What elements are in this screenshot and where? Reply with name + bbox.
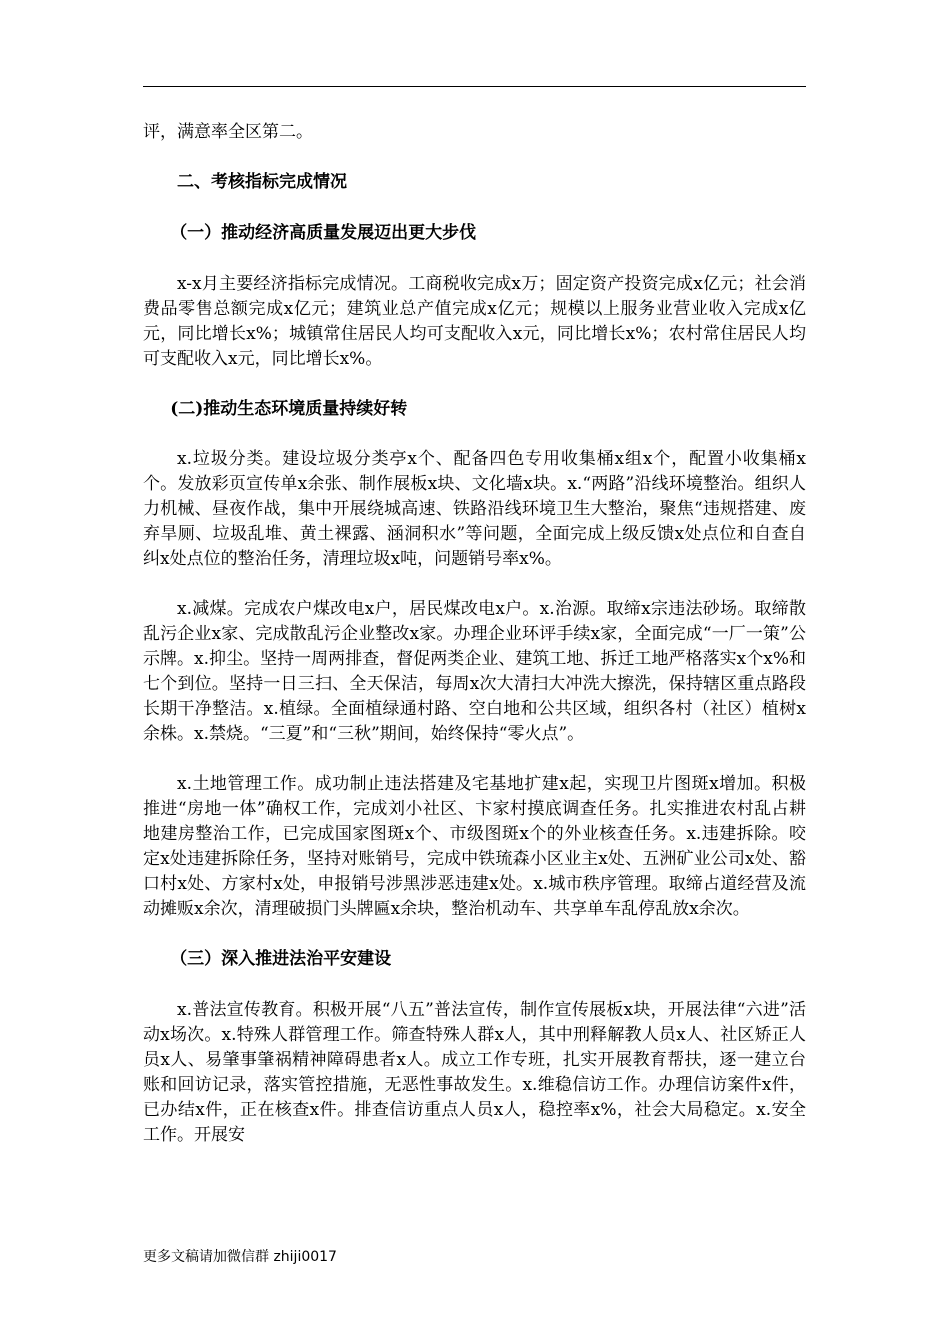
header-rule xyxy=(143,86,806,87)
paragraph-land: x.土地管理工作。成功制止违法搭建及宅基地扩建x起，实现卫片图斑x增加。积极推进“房地一体”确权工作，完成刘小社区、卞家村摸底调查任务。扎实推进农村乱占耕地建房整治工作，已完成国家图斑x个、市级图斑x个的外业核查任务。x.违建拆除。咬定x处违建拆除任务，坚持对账销号，完成中铁琉森小区业主x处、五洲矿业公司x处、豁口村x处、方家村x处，申报销号涉黑涉恶违建x处。x.城市秩序管理。取缔占道经营及流动摊贩x余次，清理破损门头牌匾x余块，整治机动车、共享单车乱停乱放x余次。 xyxy=(143,774,806,919)
document-body xyxy=(143,120,806,1148)
footer-note: 更多文稿请加微信群 zhiji0017 xyxy=(143,1249,337,1265)
subsection-heading-1: （一）推动经济高质量发展迈出更大步伐 xyxy=(170,223,477,243)
subsection-heading-2: (二)推动生态环境质量持续好转 xyxy=(170,399,408,419)
paragraph-continuation: 评，满意率全区第二。 xyxy=(143,122,313,142)
paragraph-garbage: x.垃圾分类。建设垃圾分类亭x个、配备四色专用收集桶x组x个，配置小收集桶x个。发放彩页宣传单x余张、制作展板x块、文化墙x块。x.“两路”沿线环境整治。组织人力机械、昼夜作战，集中开展绕城高速、铁路沿线环境卫生大整治，聚焦“违规搭建、废弃旱厕、垃圾乱堆、黄土裸露、涵洞积水”等问题，全面完成上级反馈x处点位和自查自纠x处点位的整治任务，清理垃圾x吨，问题销号率x%。 xyxy=(143,449,806,569)
paragraph-economy: x-x月主要经济指标完成情况。工商税收完成x万；固定资产投资完成x亿元；社会消费品零售总额完成x亿元；建筑业总产值完成x亿元；规模以上服务业营业收入完成x亿元，同比增长x%；城镇常住居民人均可支配收入x元，同比增长x%；农村常住居民人均可支配收入x元，同比增长x%。 xyxy=(143,274,806,369)
subsection-heading-3: （三）深入推进法治平安建设 xyxy=(170,949,392,969)
paragraph-law: x.普法宣传教育。积极开展“八五”普法宣传，制作宣传展板x块，开展法律“六进”活动x场次。x.特殊人群管理工作。筛查特殊人群x人，其中刑释解教人员x人、社区矫正人员x人、易肇事肇祸精神障碍患者x人。成立工作专班，扎实开展教育帮扶，逐一建立台账和回访记录，落实管控措施，无恶性事故发生。x.维稳信访工作。办理信访案件x件，已办结x件，正在核查x件。排查信访重点人员x人，稳控率x%，社会大局稳定。x.安全工作。开展安 xyxy=(143,1000,806,1145)
paragraph-coal: x.减煤。完成农户煤改电x户，居民煤改电x户。x.治源。取缔x宗违法砂场。取缔散乱污企业x家、完成散乱污企业整改x家。办理企业环评手续x家，全面完成“一厂一策”公示牌。x.抑尘。坚持一周两排查，督促两类企业、建筑工地、拆迁工地严格落实x个x%和七个到位。坚持一日三扫、全天保洁，每周x次大清扫大冲洗大擦洗，保持辖区重点路段长期干净整洁。x.植绿。全面植绿通村路、空白地和公共区域，组织各村（社区）植树x余株。x.禁烧。“三夏”和“三秋”期间，始终保持“零火点”。 xyxy=(143,599,806,744)
section-heading-2: 二、考核指标完成情况 xyxy=(177,172,347,192)
